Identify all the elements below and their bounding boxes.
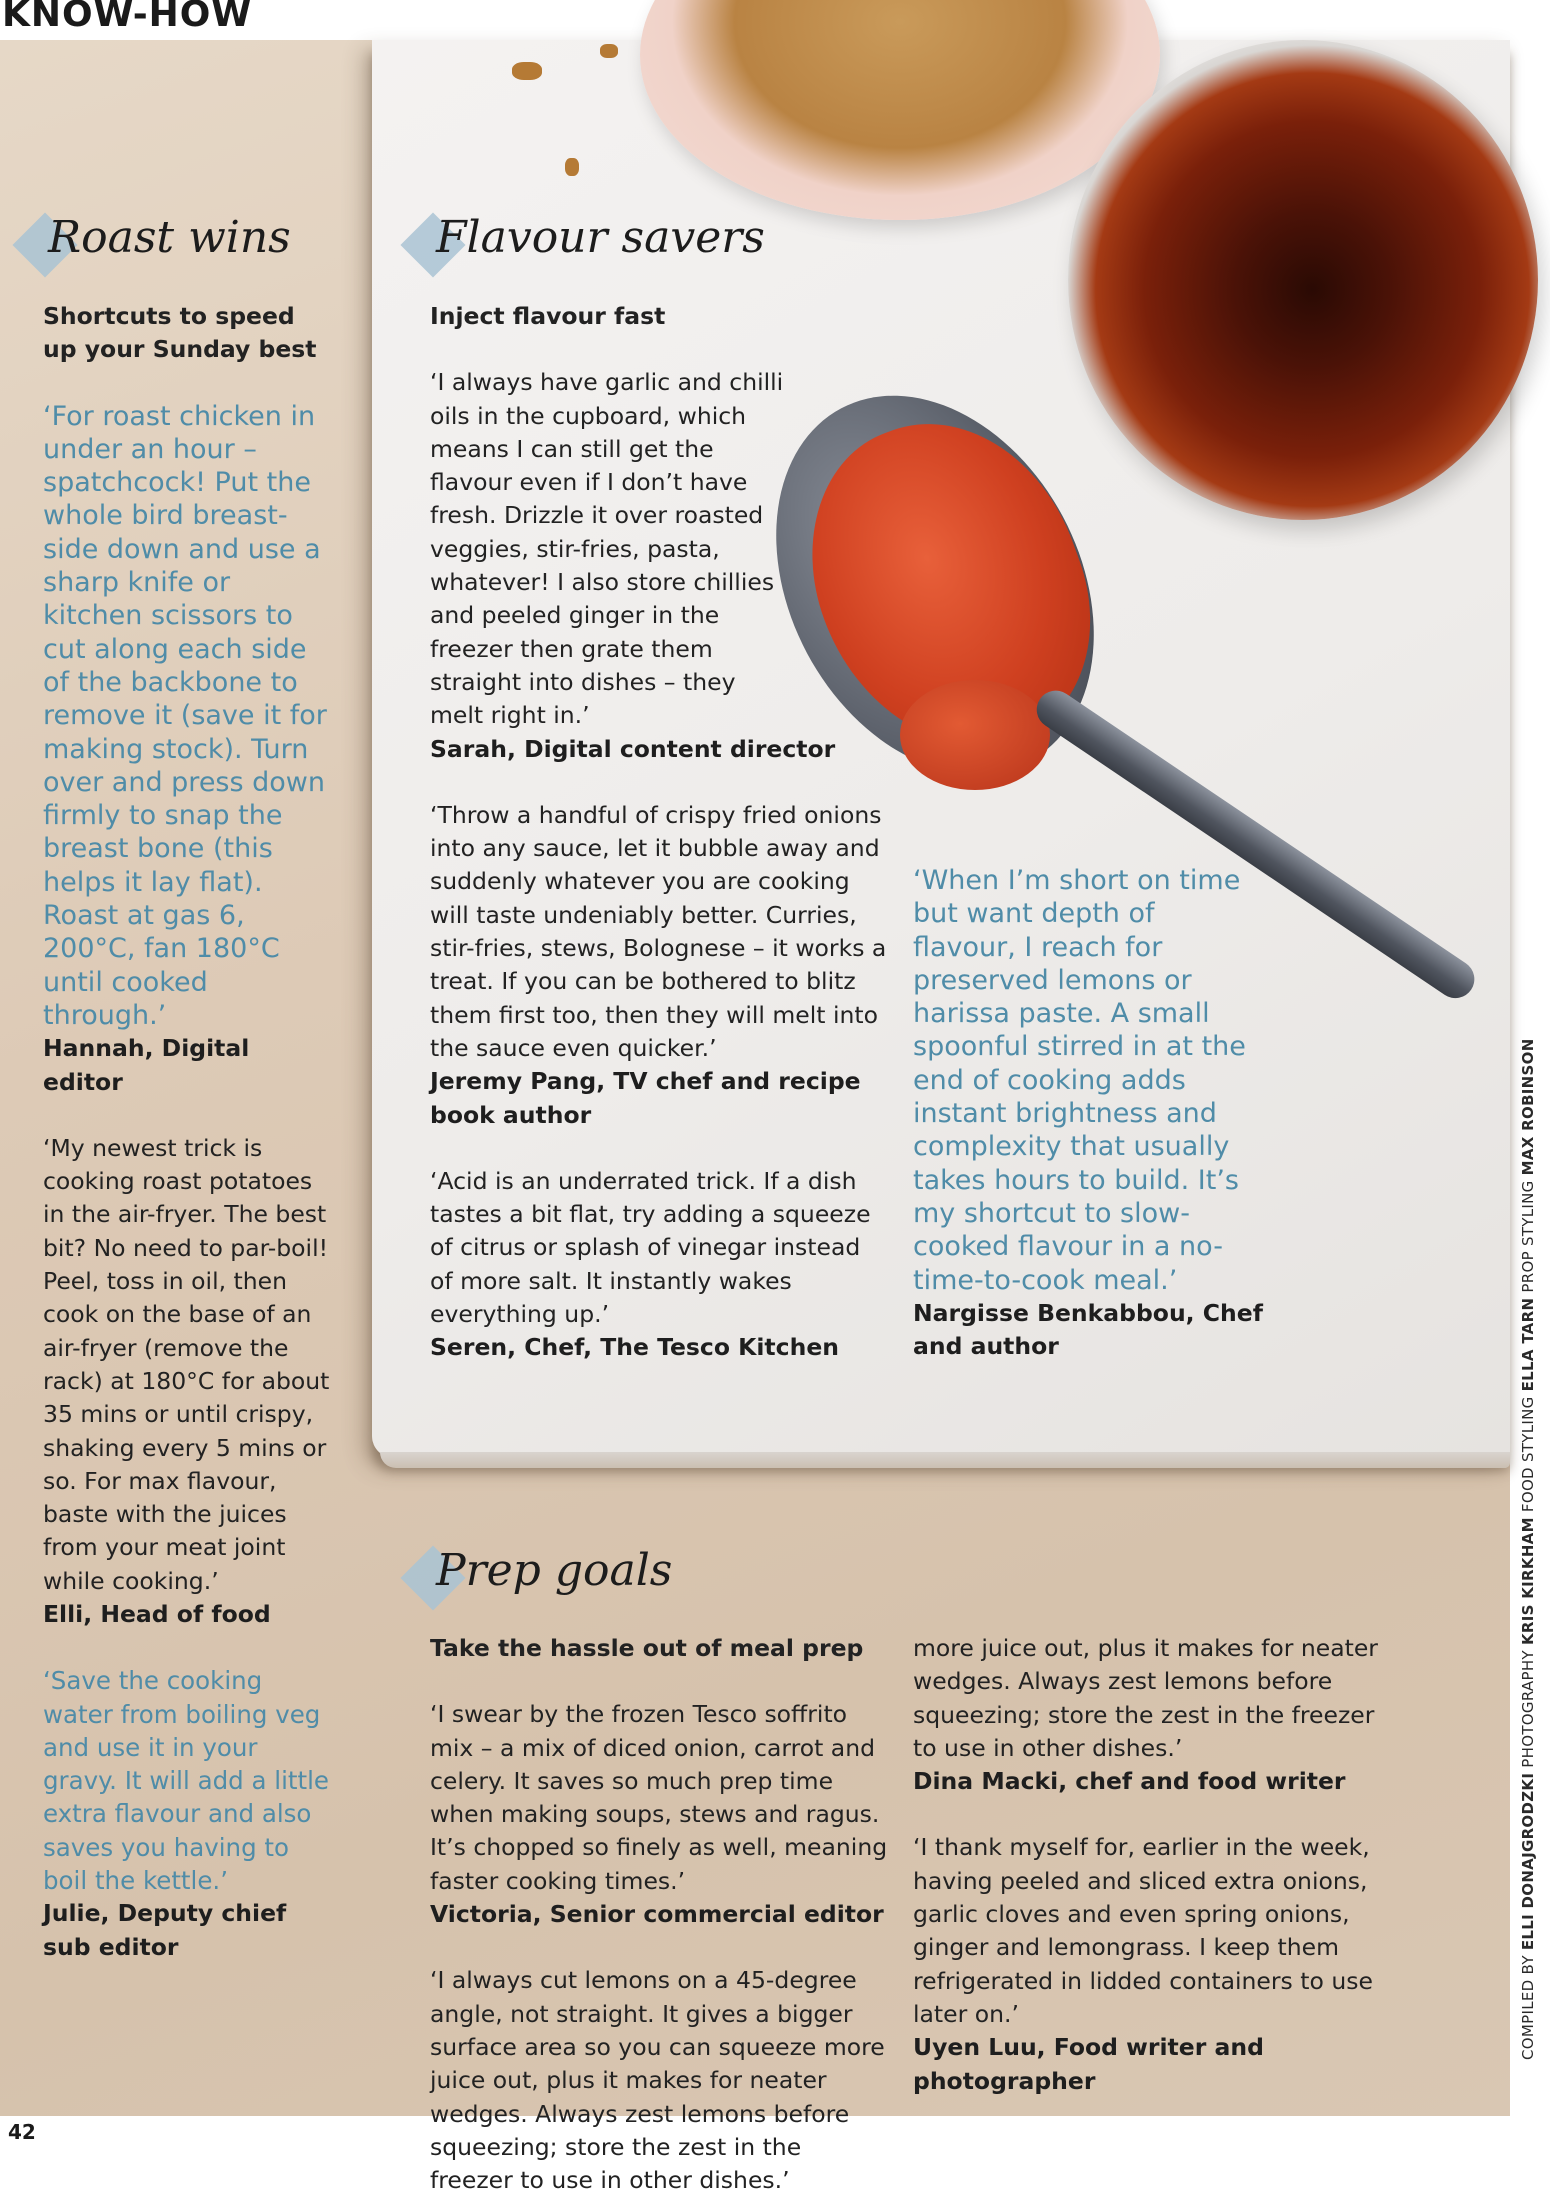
prep-goals-column-right (913, 1632, 1383, 2131)
roast-wins-heading (22, 212, 322, 282)
prep-tip3-author: Uyen Luu, Food writer and photographer (913, 2033, 1264, 2095)
credit-label: COMPILED BY (1519, 1955, 1537, 2060)
flavour-subtitle: Inject flavour fast (430, 302, 666, 330)
flavour-tip3-quote: ‘Acid is an underrated trick. If a dish tastes a bit flat, try adding a squeeze of citrus or splash of vinegar instead of more salt. It instantly wakes everything up.’ (430, 1166, 871, 1329)
prep-goals-column (430, 1632, 890, 2195)
prep-subtitle: Take the hassle out of meal prep (430, 1634, 864, 1662)
prep-tip2-author: Dina Macki, chef and food writer (913, 1767, 1346, 1796)
flavour-savers-column-right (913, 864, 1263, 1396)
credit-name: MAX ROBINSON (1519, 1038, 1537, 1176)
prep-goals-heading (410, 1545, 730, 1615)
credit-name: ELLA TARN (1519, 1297, 1537, 1392)
section-label: KNOW-HOW (2, 0, 253, 35)
roast-tip1-author: Hannah, Digital editor (43, 1034, 250, 1096)
prep-tip3-quote: ‘I thank myself for, earlier in the week, having peeled and sliced extra onions, garlic cloves and even spring onions, ginger and lemongrass. I keep them refrigerated in lidded containers to use later on.’ (913, 1833, 1373, 2028)
flavour-tip2-author: Jeremy Pang, TV chef and recipe book author (430, 1067, 861, 1129)
onion-crumb (565, 158, 579, 176)
roast-tip1-quote: ‘For roast chicken in under an hour – spatchcock! Put the whole bird breast-side down and use a sharp knife or kitchen scissors to cut along each side of the backbone to remove it (save it for making stock). Turn over and press down firmly to snap the breast bone (this helps it lay flat). Roast at gas 6, 200°C, fan 180°C until cooked through.’ (43, 400, 327, 1031)
flavour-tip4-author: Nargisse Benkabbou, Chef and author (913, 1298, 1263, 1361)
credit-label: PHOTOGRAPHY (1519, 1650, 1537, 1768)
onion-crumb (600, 44, 618, 58)
prep-tip2-quote: ‘I always cut lemons on a 45-degree angle, not straight. It gives a bigger surface area so you can squeeze more juice out, plus it makes for neater wedges. Always zest lemons before squeezing; store the zest in the freezer to use in other dishes.’ (430, 1966, 885, 2195)
flavour-tip3-author: Seren, Chef, The Tesco Kitchen (430, 1333, 839, 1362)
prep-tip1-author: Victoria, Senior commercial editor (430, 1900, 884, 1929)
credit-label: FOOD STYLING (1519, 1396, 1537, 1513)
roast-tip2-author: Elli, Head of food (43, 1599, 271, 1628)
roast-tip2-quote: ‘My newest trick is cooking roast potatoes in the air-fryer. The best bit? No need to par-boil! Peel, toss in oil, then cook on the base of an air-fryer (remove the rack) at 180°C for about 35 mins or until crispy, shaking every 5 mins or so. For max flavour, baste with the juices from your meat joint while cooking.’ (43, 1133, 330, 1595)
photo-credits (1519, 960, 1549, 2060)
roast-tip3-author: Julie, Deputy chief sub editor (43, 1899, 287, 1961)
flavour-tip1-author: Sarah, Digital content director (430, 734, 836, 763)
flavour-savers-column (430, 300, 890, 1398)
credit-name: ELLI DONAJGRODZKI (1519, 1772, 1537, 1951)
soy-sauce-bowl (1068, 40, 1538, 520)
page-number: 42 (8, 2120, 36, 2144)
roast-subtitle: Shortcuts to speed up your Sunday best (43, 302, 317, 364)
onion-crumb (512, 62, 542, 80)
board-edge (380, 1452, 1510, 1468)
roast-tip3-quote: ‘Save the cooking water from boiling veg and use it in your gravy. It will add a little extra flavour and also saves you having to boil the kettle.’ (43, 1666, 329, 1896)
prep-tip1-quote: ‘I swear by the frozen Tesco soffrito mix – a mix of diced onion, carrot and celery. It saves so much prep time when making soups, stews and ragus. It’s chopped so finely as well, meaning faster cooking times.’ (430, 1700, 888, 1895)
prep-tip2-continued: more juice out, plus it makes for neater wedges. Always zest lemons before squeezing; store the zest in the freezer to use in other dishes.’ (913, 1634, 1378, 1762)
flavour-savers-title: Flavour savers (436, 212, 765, 263)
sauce-drip (900, 680, 1050, 790)
roast-wins-title: Roast wins (48, 212, 291, 263)
credit-label: PROP STYLING (1519, 1180, 1537, 1293)
flavour-savers-heading (410, 212, 810, 282)
flavour-tip4-quote: ‘When I’m short on time but want depth of flavour, I reach for preserved lemons or harissa paste. A small spoonful stirred in at the end of cooking adds instant brightness and complexity that usually takes hours to build. It’s my shortcut to slow-cooked flavour in a no-time-to-cook meal.’ (913, 865, 1246, 1296)
flavour-tip1-quote: ‘I always have garlic and chilli oils in the cupboard, which means I can still get the flavour even if I don’t have fresh. Drizzle it over roasted veggies, stir-fries, pasta, whatever! I also store chillies and peeled ginger in the freezer then grate them straight into dishes – they melt right in.’ (430, 368, 784, 730)
flavour-tip2-quote: ‘Throw a handful of crispy fried onions into any sauce, let it bubble away and suddenly whatever you are cooking will taste undeniably better. Curries, stir-fries, stews, Bolognese – it works a treat. If you can be bothered to blitz them first too, then they will melt into the sauce even quicker.’ (430, 800, 887, 1062)
roast-wins-column (43, 300, 333, 1997)
credit-name: KRIS KIRKHAM (1519, 1517, 1537, 1646)
prep-goals-title: Prep goals (436, 1545, 673, 1596)
